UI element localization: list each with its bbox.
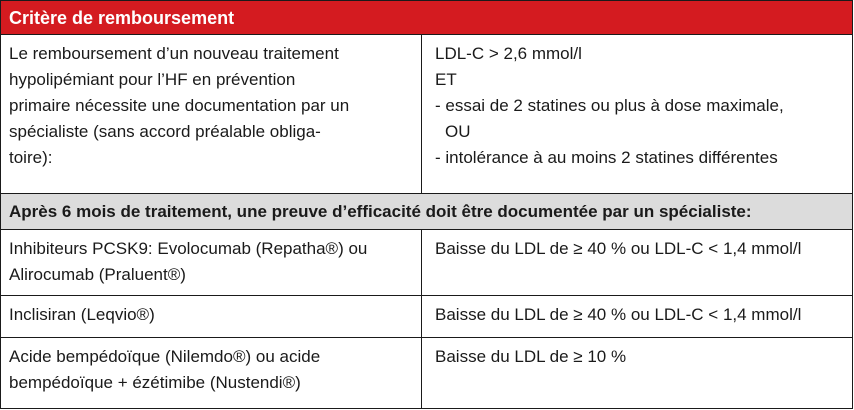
condition-line: OU bbox=[445, 122, 471, 141]
criteria-text-line: toire): bbox=[9, 148, 53, 167]
target-cell bbox=[422, 296, 852, 337]
drug-cell bbox=[1, 230, 422, 295]
drug-cell bbox=[1, 338, 422, 409]
criteria-conditions-cell bbox=[422, 35, 852, 193]
condition-line: - intolérance à au moins 2 statines différentes bbox=[435, 148, 778, 167]
target-text-line: Baisse du LDL de ≥ 10 % bbox=[435, 347, 627, 366]
target-cell bbox=[422, 338, 852, 409]
criteria-text-line: hypolipémiant pour l’HF en prévention bbox=[9, 70, 296, 89]
drug-text-line: Acide bempédoïque (Nilemdo®) ou acide bbox=[9, 347, 321, 366]
criteria-row bbox=[1, 35, 852, 194]
drug-cell bbox=[1, 296, 422, 337]
criteria-text-line: primaire nécessite une documentation par un bbox=[9, 96, 350, 115]
drug-text-line: Inhibiteurs PCSK9: Evolocumab (Repatha®) ou bbox=[9, 239, 368, 258]
criteria-description-cell bbox=[1, 35, 422, 193]
condition-line: LDL-C > 2,6 mmol/l bbox=[435, 44, 582, 63]
efficacy-subheader: Après 6 mois de traitement, une preuve d’efficacité doit être documentée par un spécialiste: bbox=[1, 194, 852, 230]
table-title: Critère de remboursement bbox=[1, 1, 852, 35]
target-cell bbox=[422, 230, 852, 295]
table-row-inclisiran bbox=[1, 296, 852, 338]
target-text-line: Baisse du LDL de ≥ 40 % ou LDL-C < 1,4 mmol/l bbox=[435, 239, 802, 258]
drug-text-line: bempédoïque + ézétimibe (Nustendi®) bbox=[9, 373, 301, 392]
table-row-pcsk9 bbox=[1, 230, 852, 296]
target-text-line: Baisse du LDL de ≥ 40 % ou LDL-C < 1,4 mmol/l bbox=[435, 305, 802, 324]
condition-line: ET bbox=[435, 70, 457, 89]
condition-line: - essai de 2 statines ou plus à dose maximale, bbox=[435, 96, 784, 115]
drug-text-line: Inclisiran (Leqvio®) bbox=[9, 305, 155, 324]
table-row-bempedoic bbox=[1, 338, 852, 409]
criteria-text-line: spécialiste (sans accord préalable obliga- bbox=[9, 122, 321, 141]
drug-text-line: Alirocumab (Praluent®) bbox=[9, 265, 186, 284]
criteria-text-line: Le remboursement d’un nouveau traitement bbox=[9, 44, 339, 63]
